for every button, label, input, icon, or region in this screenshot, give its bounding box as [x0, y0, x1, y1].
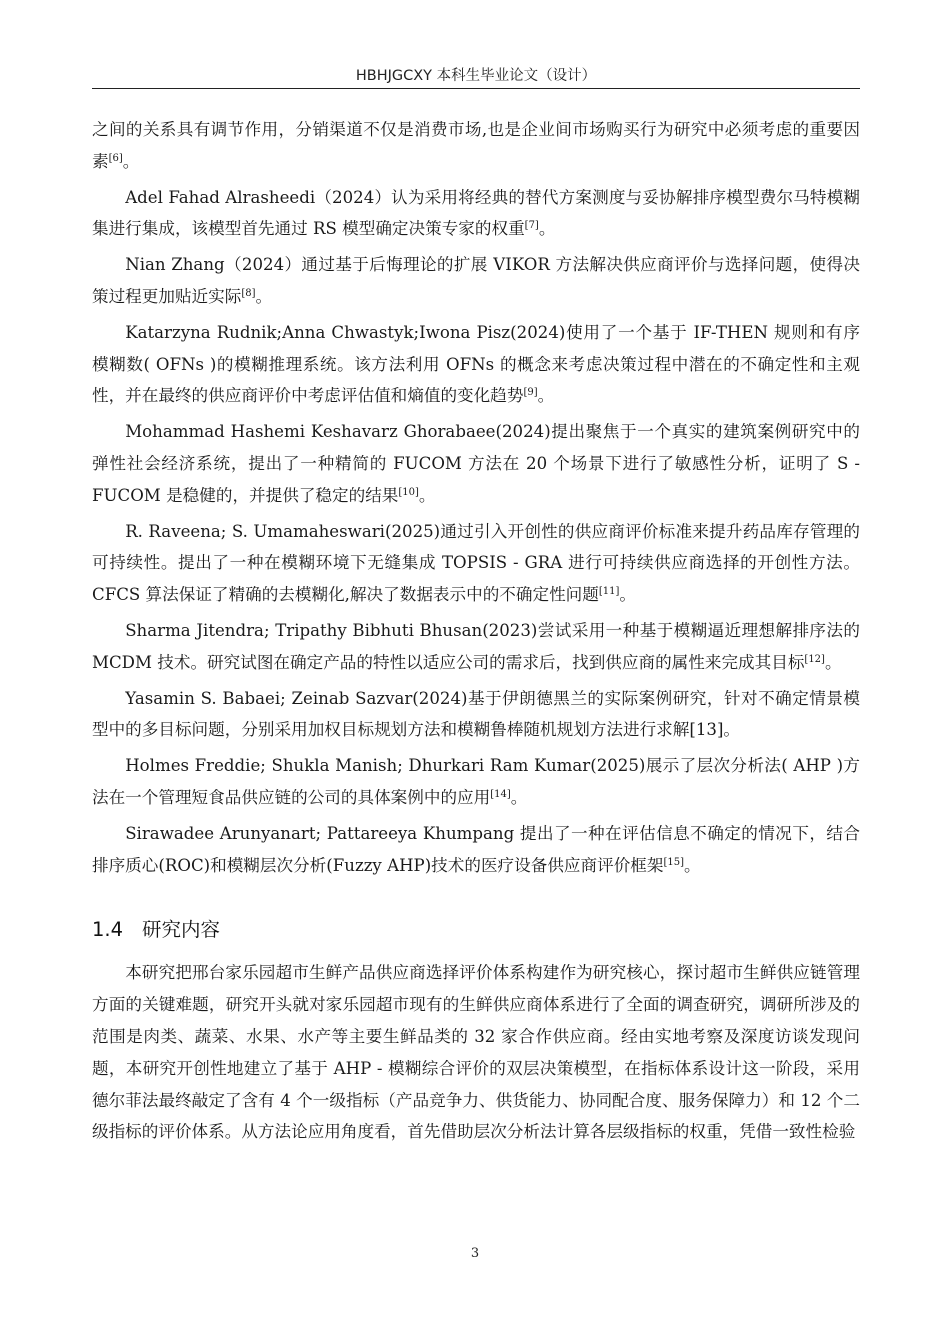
citation-ref[interactable]: [9] — [523, 387, 538, 399]
citation-ref[interactable]: [14] — [490, 788, 511, 800]
paragraph: Mohammad Hashemi Keshavarz Ghorabaee(2024)提出聚焦于一个真实的建筑案例研究中的弹性社会经济系统，提出了一种精简的 FUCOM 方法在 20 个场景下进行了敏感性分析，证明了 S - FUCOM 是稳健的，并提供了稳定的结果[10]。 — [92, 422, 860, 505]
running-header: HBHJGCXY 本科生毕业论文（设计） — [355, 68, 597, 84]
citation-ref[interactable]: [8] — [241, 287, 256, 299]
citation-ref[interactable]: [15] — [663, 856, 685, 868]
paragraph: Katarzyna Rudnik;Anna Chwastyk;Iwona Pisz(2024)使用了一个基于 IF-THEN 规则和有序模糊数( OFNs )的模糊推理系统。该方法利用 OFNs 的概念来考虑决策过程中潜在的不确定性和主观性，并在最终的供应商评价中考虑评估值和熵值的变化趋势[9]。 — [92, 322, 860, 406]
citation-ref[interactable]: [11] — [598, 586, 620, 598]
citation-ref[interactable]: [7] — [524, 220, 539, 232]
paragraph: Yasamin S. Babaei; Zeinab Sazvar(2024)基于伊朗德黑兰的实际案例研究，针对不确定情景模型中的多目标问题，分别采用加权目标规划方法和模糊鲁棒随机规划方法进行求解[13]。 — [92, 688, 860, 740]
citation-ref[interactable]: [6] — [108, 152, 123, 164]
section-heading — [92, 915, 860, 945]
header-rule — [92, 88, 860, 89]
citation-ref[interactable]: [12] — [804, 653, 825, 665]
page-body — [92, 114, 860, 1152]
paragraph: Sirawadee Arunyanart; Pattareeya Khumpang 提出了一种在评估信息不确定的情况下，结合排序质心(ROC)和模糊层次分析(Fuzzy AHP)技术的医疗设备供应商评价框架[15]。 — [92, 823, 860, 875]
section-title: 研究内容 — [142, 918, 221, 942]
page-number: 3 — [470, 1246, 480, 1261]
paragraph: Nian Zhang（2024）通过基于后悔理论的扩展 VIKOR 方法解决供应商评价与选择问题，使得决策过程更加贴近实际[8]。 — [92, 255, 860, 306]
paragraph: R. Raveena; S. Umamaheswari(2025)通过引入开创性的供应商评价标准来提升药品库存管理的可持续性。提出了一种在模糊环境下无缝集成 TOPSIS - GRA 进行可持续供应商选择的开创性方法。CFCS 算法保证了精确的去模糊化,解决了数据表示中的不确定性问题[11]。 — [92, 521, 860, 605]
citation-ref[interactable]: [10] — [398, 486, 419, 498]
paragraph: Adel Fahad Alrasheedi（2024）认为采用将经典的替代方案测度与妥协解排序模型费尔马特模糊集进行集成，该模型首先通过 RS 模型确定决策专家的权重[7]。 — [92, 187, 860, 239]
section-number: 1.4 — [92, 918, 124, 942]
paragraph: Sharma Jitendra; Tripathy Bibhuti Bhusan(2023)尝试采用一种基于模糊逼近理想解排序法的 MCDM 技术。研究试图在确定产品的特性以适应公司的需求后，找到供应商的属性来完成其目标[12]。 — [92, 620, 860, 672]
paragraph: 本研究把邢台家乐园超市生鲜产品供应商选择评价体系构建作为研究核心，探讨超市生鲜供应链管理方面的关键难题，研究开头就对家乐园超市现有的生鲜供应商体系进行了全面的调查研究，调研所涉及的范围是肉类、蔬菜、水果、水产等主要生鲜品类的 32 家合作供应商。经由实地考察及深度访谈发现问题，本研究开创性地建立了基于 AHP - 模糊综合评价的双层决策模型，在指标体系设计这一阶段，采用德尔菲法最终敲定了含有 4 个一级指标（产品竞争力、供货能力、协同配合度、服务保障力）和 12 个二级指标的评价体系。从方法论应用角度看，首先借助层次分析法计算各层级指标的权重，凭借一致性检验 — [92, 963, 860, 1142]
paragraph: Holmes Freddie; Shukla Manish; Dhurkari Ram Kumar(2025)展示了层次分析法( AHP )方法在一个管理短食品供应链的公司的具体案例中的应用[14]。 — [92, 756, 860, 807]
paragraph: 之间的关系具有调节作用，分销渠道不仅是消费市场,也是企业间市场购买行为研究中必须考虑的重要因素[6]。 — [92, 120, 860, 171]
